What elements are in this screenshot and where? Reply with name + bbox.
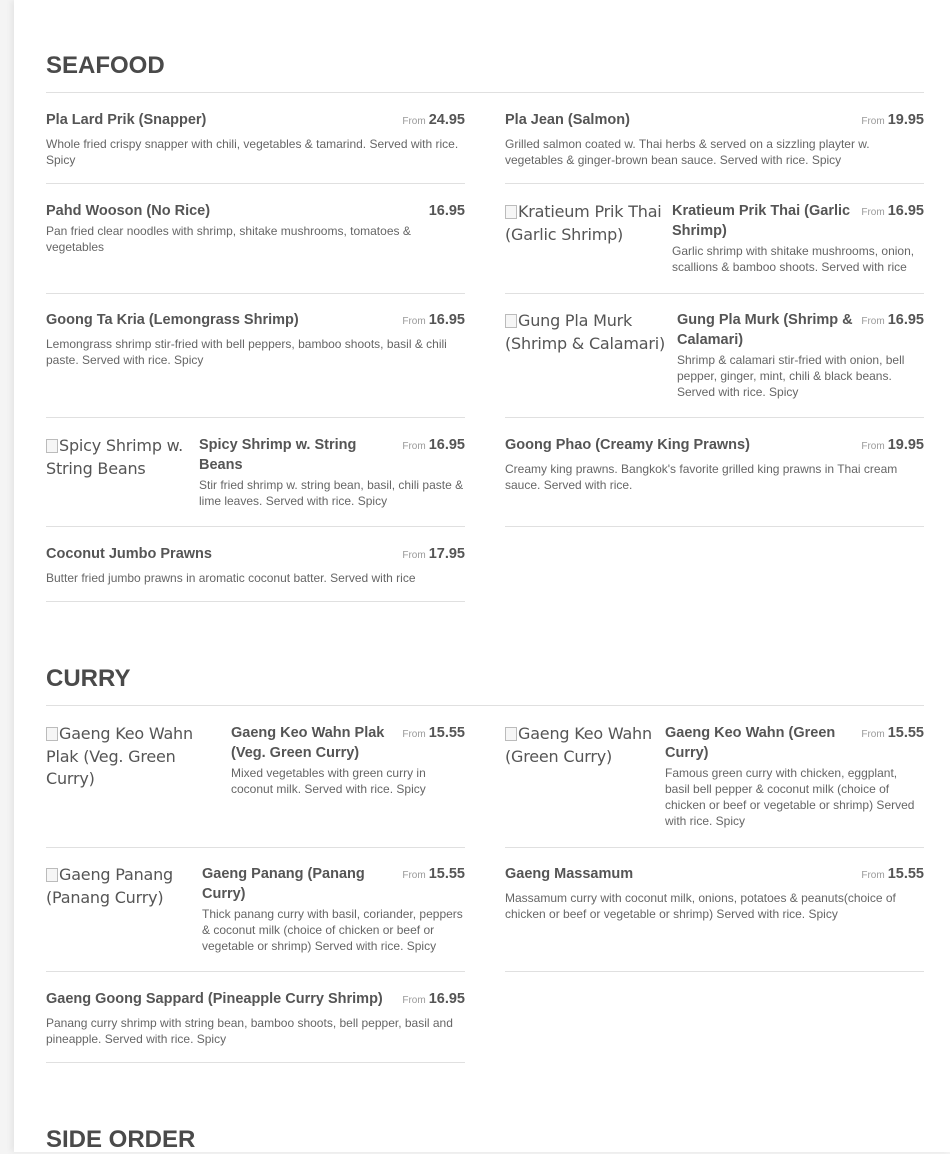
item-name: Gaeng Massamum bbox=[505, 866, 634, 882]
item-description: Shrimp & calamari stir-fried with onion, bell pepper, ginger, mint, chili & black beans. Served with rice. Spicy bbox=[677, 353, 905, 399]
item-name: Pahd Wooson (No Rice) bbox=[46, 203, 211, 219]
menu-item-spicy-shrimp[interactable] bbox=[46, 435, 465, 527]
item-description: Thick panang curry with basil, coriander, peppers & coconut milk (choice of chicken or beef or vegetable or shrimp) Served with rice. Spicy bbox=[202, 907, 463, 953]
menu-item-gaeng-keo-wahn-plak[interactable] bbox=[46, 723, 465, 848]
item-description: Panang curry shrimp with string bean, bamboo shoots, bell pepper, basil and pineapple. Served with rice. Spicy bbox=[46, 1016, 453, 1046]
item-price: From 16.95 bbox=[861, 312, 924, 328]
menu-item-gaeng-massamum[interactable] bbox=[505, 864, 924, 972]
item-description: Lemongrass shrimp stir-fried with bell peppers, bamboo shoots, basil & chili paste. Served with rice. Spicy bbox=[46, 337, 447, 367]
item-image: Kratieum Prik Thai (Garlic Shrimp) bbox=[505, 202, 662, 244]
menu-item-pla-lard-prik[interactable] bbox=[46, 110, 465, 184]
item-name: Coconut Jumbo Prawns bbox=[46, 546, 212, 562]
item-price: From 24.95 bbox=[402, 112, 465, 128]
curry-section bbox=[46, 665, 924, 1046]
broken-image-icon bbox=[505, 727, 517, 741]
item-description: Whole fried crispy snapper with chili, vegetables & tamarind. Served with rice. Spicy bbox=[46, 137, 459, 167]
from-label: From bbox=[402, 116, 426, 127]
item-description: Mixed vegetables with green curry in coconut milk. Served with rice. Spicy bbox=[231, 766, 426, 796]
item-description: Creamy king prawns. Bangkok's favorite grilled king prawns in Thai cream sauce. Served with rice. bbox=[505, 462, 898, 492]
item-name: Spicy Shrimp w. String Beans bbox=[199, 437, 357, 473]
broken-image-icon bbox=[46, 868, 58, 882]
broken-image-icon bbox=[46, 727, 58, 741]
item-description: Pan fried clear noodles with shrimp, shitake mushrooms, tomatoes & vegetables bbox=[46, 224, 411, 254]
menu-item-pahd-wooson[interactable] bbox=[46, 201, 465, 294]
menu-item-gaeng-keo-wahn[interactable] bbox=[505, 723, 924, 848]
item-description: Butter fried jumbo prawns in aromatic coconut batter. Served with rice bbox=[46, 571, 416, 585]
item-name: Pla Lard Prik (Snapper) bbox=[46, 112, 207, 128]
item-price: From 19.95 bbox=[861, 112, 924, 128]
item-name: Pla Jean (Salmon) bbox=[505, 112, 630, 128]
item-price: From 19.95 bbox=[861, 437, 924, 453]
seafood-section bbox=[46, 52, 924, 585]
menu-item-kratieum-prik-thai[interactable] bbox=[505, 201, 924, 294]
item-description: Grilled salmon coated w. Thai herbs & served on a sizzling playter w. vegetables & ginger-brown bean sauce. Served with rice. Spicy bbox=[505, 137, 870, 167]
item-price: From 16.95 bbox=[402, 991, 465, 1007]
item-image: Gaeng Keo Wahn (Green Curry) bbox=[505, 724, 652, 766]
item-price: 16.95 bbox=[428, 203, 465, 219]
item-name: Gaeng Keo Wahn Plak (Veg. Green Curry) bbox=[231, 725, 385, 761]
item-image: Gaeng Panang (Panang Curry) bbox=[46, 865, 174, 907]
item-image: Gung Pla Murk (Shrimp & Calamari) bbox=[505, 311, 666, 353]
item-price: From 15.55 bbox=[402, 725, 465, 741]
broken-image-icon bbox=[46, 439, 58, 453]
menu-item-gaeng-panang[interactable] bbox=[46, 864, 465, 972]
item-price: From 16.95 bbox=[402, 437, 465, 453]
menu-item-goong-ta-kria[interactable] bbox=[46, 310, 465, 418]
item-price: From 15.55 bbox=[861, 866, 924, 882]
section-title-curry: CURRY bbox=[46, 665, 131, 692]
menu-item-coconut-jumbo-prawns[interactable] bbox=[46, 544, 465, 602]
menu-item-gung-pla-murk[interactable] bbox=[505, 310, 924, 418]
item-name: Gung Pla Murk (Shrimp & Calamari) bbox=[677, 312, 853, 348]
menu-item-gaeng-goong-sappard[interactable] bbox=[46, 989, 465, 1063]
item-price: From 15.55 bbox=[861, 725, 924, 741]
menu-page bbox=[14, 0, 950, 1152]
item-image: Spicy Shrimp w. String Beans bbox=[46, 436, 183, 478]
item-price: From 16.95 bbox=[861, 203, 924, 219]
item-description: Stir fried shrimp w. string bean, basil, chili paste & lime leaves. Served with rice. Spicy bbox=[199, 478, 464, 508]
broken-image-icon bbox=[505, 205, 517, 219]
item-name: Goong Phao (Creamy King Prawns) bbox=[505, 437, 750, 453]
broken-image-icon bbox=[505, 314, 517, 328]
item-name: Gaeng Keo Wahn (Green Curry) bbox=[665, 725, 836, 761]
item-price: From 15.55 bbox=[402, 866, 465, 882]
item-name: Kratieum Prik Thai (Garlic Shrimp) bbox=[672, 203, 851, 239]
item-image: Gaeng Keo Wahn Plak (Veg. Green Curry) bbox=[46, 724, 193, 788]
item-price: From 16.95 bbox=[402, 312, 465, 328]
item-description: Garlic shrimp with shitake mushrooms, onion, scallions & bamboo shoots. Served with rice bbox=[672, 244, 915, 274]
section-title-side-order: SIDE ORDER bbox=[46, 1126, 196, 1153]
item-name: Gaeng Panang (Panang Curry) bbox=[202, 866, 365, 902]
side-order-section bbox=[46, 1126, 924, 1154]
menu-item-pla-jean[interactable] bbox=[505, 110, 924, 184]
section-divider bbox=[46, 705, 924, 706]
item-name: Goong Ta Kria (Lemongrass Shrimp) bbox=[46, 312, 299, 328]
section-divider bbox=[46, 92, 924, 93]
menu-item-goong-phao[interactable] bbox=[505, 435, 924, 527]
item-description: Famous green curry with chicken, eggplant, basil bell pepper & coconut milk (choice of chicken or beef or vegetable or shrimp) Served with rice. Spicy bbox=[665, 766, 915, 828]
section-title-seafood: SEAFOOD bbox=[46, 52, 165, 79]
item-price: From 17.95 bbox=[402, 546, 465, 562]
item-description: Massamum curry with coconut milk, onions, potatoes & peanuts(choice of chicken or beef or vegetable or shrimp) Served with rice. Spicy bbox=[505, 891, 896, 921]
item-name: Gaeng Goong Sappard (Pineapple Curry Shrimp) bbox=[46, 991, 383, 1007]
